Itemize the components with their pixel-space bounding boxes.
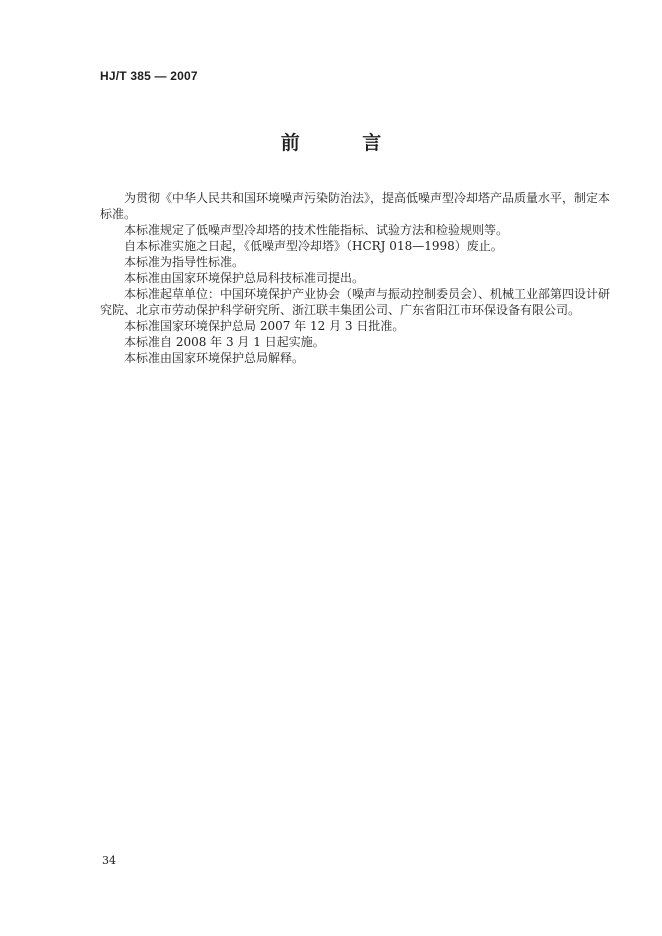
paragraph: 本标准为指导性标准。 — [124, 255, 245, 269]
standard-code: HJ/T 385 — 2007 — [100, 69, 198, 83]
page-number: 34 — [102, 854, 116, 867]
paragraph: 为贯彻《中华人民共和国环境噪声污染防治法》，提高低噪声型冷却塔产品质量水平，制定本标准。 — [100, 191, 611, 221]
paragraph: 本标准由国家环境保护总局解释。 — [124, 351, 305, 365]
paragraph: 本标准由国家环境保护总局科技标准司提出。 — [124, 271, 365, 285]
paragraph: 本标准规定了低噪声型冷却塔的技术性能指标、试验方法和检验规则等。 — [124, 223, 509, 237]
paragraph: 自本标准实施之日起，《低噪声型冷却塔》（HCRJ 018—1998）废止。 — [124, 239, 503, 253]
paragraph: 本标准起草单位：中国环境保护产业协会（噪声与振动控制委员会）、机械工业部第四设计研究院、北京市劳动保护科学研究所、浙江联丰集团公司、广东省阳江市环保设备有限公司。 — [100, 287, 611, 317]
paragraph: 本标准自 2008 年 3 月 1 日起实施。 — [124, 335, 325, 349]
paragraph: 本标准国家环境保护总局 2007 年 12 月 3 日批准。 — [124, 319, 405, 333]
foreword-body — [100, 190, 610, 366]
page-title: 前 言 — [280, 132, 410, 154]
